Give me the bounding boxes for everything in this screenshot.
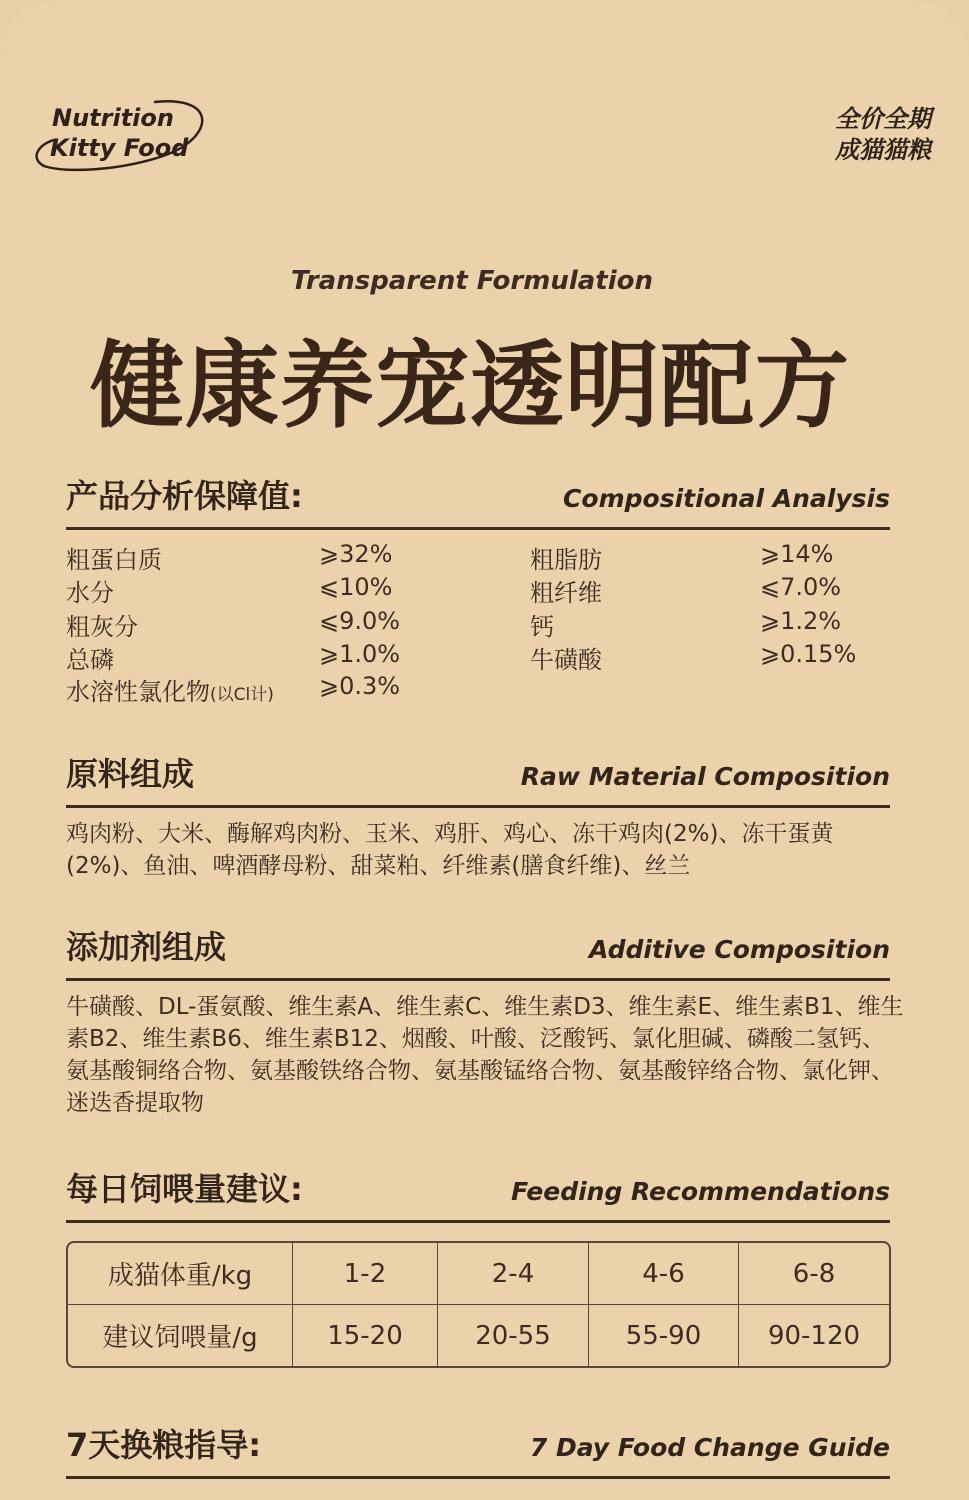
- table-cell: 15-20: [293, 1305, 438, 1366]
- analysis-label-note: (以Cl计): [210, 685, 274, 705]
- additive-title: 添加剂组成: [66, 928, 227, 966]
- table-cell: 55-90: [589, 1305, 739, 1366]
- table-cell: 1-2: [293, 1243, 438, 1305]
- feeding-title: 每日饲喂量建议:: [66, 1170, 303, 1208]
- table-header-cell: 建议饲喂量/g: [68, 1305, 293, 1366]
- feeding-title-en: Feeding Recommendations: [511, 1177, 890, 1206]
- additive-header: [66, 926, 890, 981]
- raw-material-title: 原料组成: [66, 755, 195, 793]
- guide-title-en: 7 Day Food Change Guide: [529, 1433, 890, 1462]
- raw-material-section: [66, 753, 890, 882]
- analysis-label: 粗脂肪: [530, 546, 602, 574]
- analysis-section: [66, 475, 890, 530]
- raw-material-title-en: Raw Material Composition: [520, 762, 890, 791]
- analysis-label: 水分: [66, 579, 114, 607]
- table-cell: 6-8: [739, 1243, 889, 1305]
- raw-material-header: [66, 753, 890, 808]
- guide-section: [66, 1424, 890, 1479]
- hero-subtitle: Transparent Formulation: [290, 266, 654, 296]
- raw-material-text: 鸡肉粉、大米、酶解鸡肉粉、玉米、鸡肝、鸡心、冻干鸡肉(2%)、冻干蛋黄(2%)、鱼油、啤酒酵母粉、甜菜粕、纤维素(膳食纤维)、丝兰: [66, 821, 834, 879]
- analysis-label: 牛磺酸: [530, 646, 602, 674]
- analysis-value: ⩾32%: [319, 540, 393, 568]
- brand-logo: [34, 96, 209, 176]
- analysis-value: ⩽7.0%: [760, 573, 842, 601]
- table-row: [68, 1305, 889, 1366]
- feeding-header: [66, 1168, 890, 1223]
- analysis-value: ⩾0.3%: [319, 672, 401, 700]
- table-cell: 90-120: [767, 1320, 861, 1351]
- table-row: [68, 1243, 889, 1305]
- analysis-value: ⩾1.2%: [760, 607, 842, 635]
- analysis-value: ⩽9.0%: [319, 607, 401, 635]
- guide-header: [66, 1424, 890, 1479]
- product-type-line1: 全价全期: [835, 105, 931, 133]
- analysis-value: ⩾1.0%: [319, 640, 401, 668]
- analysis-value: ⩽10%: [319, 573, 393, 601]
- analysis-label-text: 水溶性氯化物: [66, 678, 210, 706]
- analysis-label: 钙: [530, 613, 554, 641]
- analysis-value: ⩾14%: [760, 540, 834, 568]
- table-cell: 2-4: [438, 1243, 589, 1305]
- analysis-label: 总磷: [66, 646, 114, 674]
- logo-text-line1: Nutrition: [52, 104, 174, 132]
- guide-title: 7天换粮指导:: [66, 1426, 262, 1464]
- analysis-header: [66, 475, 890, 530]
- analysis-label: 粗蛋白质: [66, 546, 162, 574]
- hero-title: 健康养宠透明配方: [89, 332, 850, 441]
- logo-text-line2: Kitty Food: [50, 134, 189, 162]
- feeding-section: [66, 1168, 890, 1223]
- product-type-label: [835, 104, 931, 166]
- analysis-value: ⩾0.15%: [760, 640, 857, 668]
- feeding-table: [66, 1241, 891, 1368]
- analysis-label: 粗灰分: [66, 613, 138, 641]
- table-cell: 20-55: [438, 1305, 589, 1366]
- analysis-title: 产品分析保障值:: [66, 477, 303, 515]
- table-cell: 4-6: [589, 1243, 739, 1305]
- analysis-label: [66, 672, 274, 707]
- additive-title-en: Additive Composition: [588, 935, 890, 964]
- additive-text: 牛磺酸、DL-蛋氨酸、维生素A、维生素C、维生素D3、维生素E、维生素B1、维生素B2、维生素B6、维生素B12、烟酸、叶酸、泛酸钙、氯化胆碱、磷酸二氢钙、氨基酸铜络合物、氨基酸铁络合物、氨基酸锰络合物、氨基酸锌络合物、氯化钾、迷迭香提取物: [66, 994, 904, 1116]
- additive-section: [66, 926, 904, 1119]
- analysis-label: 粗纤维: [530, 579, 602, 607]
- analysis-title-en: Compositional Analysis: [563, 484, 890, 513]
- table-header-cell: 成猫体重/kg: [68, 1243, 293, 1305]
- product-type-line2: 成猫猫粮: [835, 136, 931, 164]
